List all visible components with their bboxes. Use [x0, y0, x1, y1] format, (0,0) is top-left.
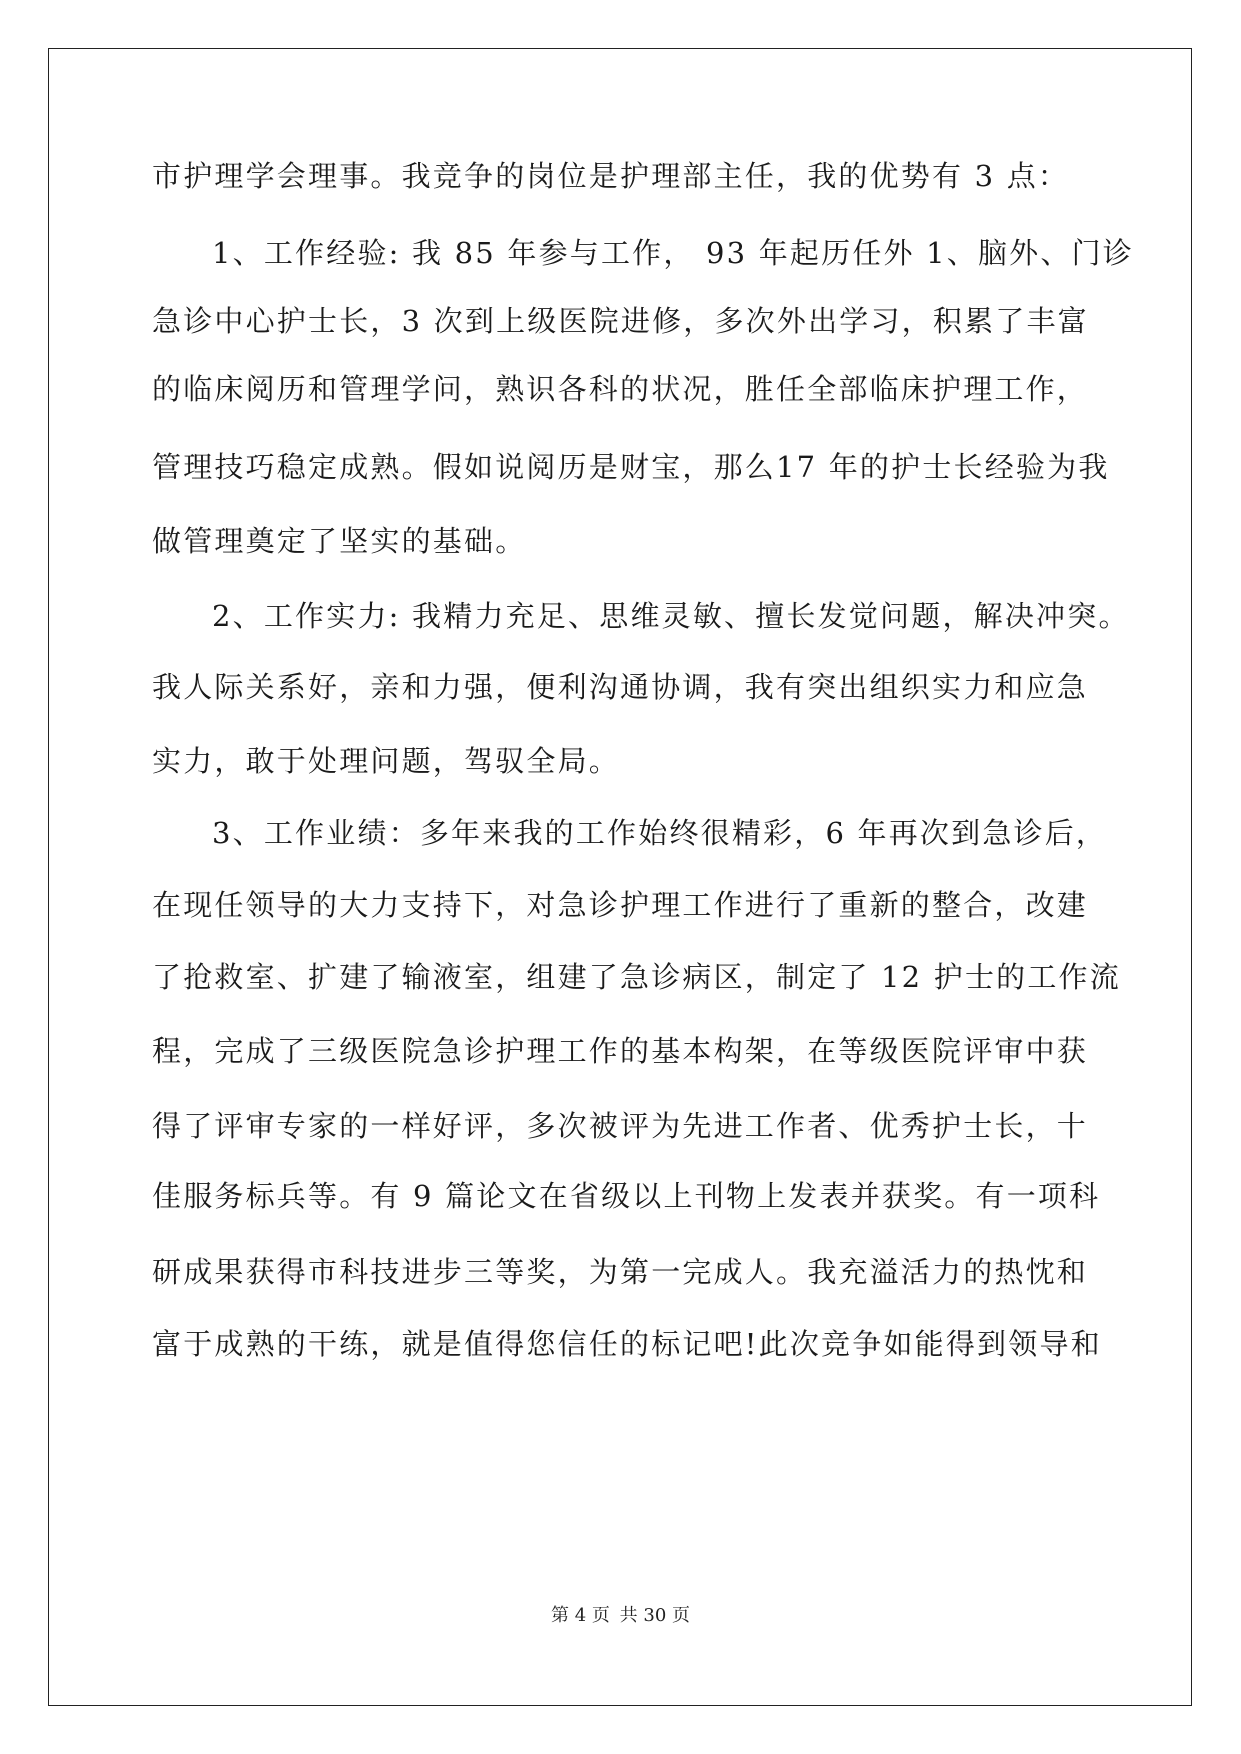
text-line: 2、工作实力: 我精力充足、思维灵敏、擅长发觉问题，解决冲突。	[212, 599, 1130, 633]
text-line: 得了评审专家的一样好评，多次被评为先进工作者、优秀护士长，十	[152, 1109, 1089, 1143]
text-line: 富于成熟的干练，就是值得您信任的标记吧!此次竞争如能得到领导和	[152, 1327, 1102, 1361]
text-line: 佳服务标兵等。有 9 篇论文在省级以上刊物上发表并获奖。有一项科	[152, 1179, 1101, 1213]
text-line: 的临床阅历和管理学问，熟识各科的状况，胜任全部临床护理工作，	[152, 372, 1089, 406]
text-line: 市护理学会理事。我竞争的岗位是护理部主任，我的优势有 3 点：	[152, 159, 1070, 193]
text-line: 1、工作经验: 我 85 年参与工作， 93 年起历任外 1、脑外、门诊	[212, 236, 1134, 270]
text-line: 在现任领导的大力支持下，对急诊护理工作进行了重新的整合，改建	[152, 888, 1089, 922]
page-total: 共 30 页	[619, 1605, 690, 1626]
page-number: 第 4 页	[551, 1605, 610, 1626]
text-line: 管理技巧稳定成熟。假如说阅历是财宝，那么17 年的护士长经验为我	[152, 450, 1110, 484]
text-line: 研成果获得市科技进步三等奖，为第一完成人。我充溢活力的热忱和	[152, 1255, 1089, 1289]
text-line: 我人际关系好，亲和力强，便利沟通协调，我有突出组织实力和应急	[152, 670, 1089, 704]
text-line: 了抢救室、扩建了输液室，组建了急诊病区，制定了 12 护士的工作流	[152, 960, 1121, 994]
page-border	[48, 48, 1192, 1706]
page-footer	[0, 1604, 1241, 1628]
text-line: 实力，敢于处理问题，驾驭全局。	[152, 744, 621, 778]
text-line: 3、工作业绩：多年来我的工作始终很精彩，6 年再次到急诊后，	[212, 816, 1108, 850]
text-line: 程，完成了三级医院急诊护理工作的基本构架，在等级医院评审中获	[152, 1034, 1089, 1068]
text-line: 急诊中心护士长，3 次到上级医院进修，多次外出学习，积累了丰富	[152, 304, 1089, 338]
text-line: 做管理奠定了坚实的基础。	[152, 524, 527, 558]
